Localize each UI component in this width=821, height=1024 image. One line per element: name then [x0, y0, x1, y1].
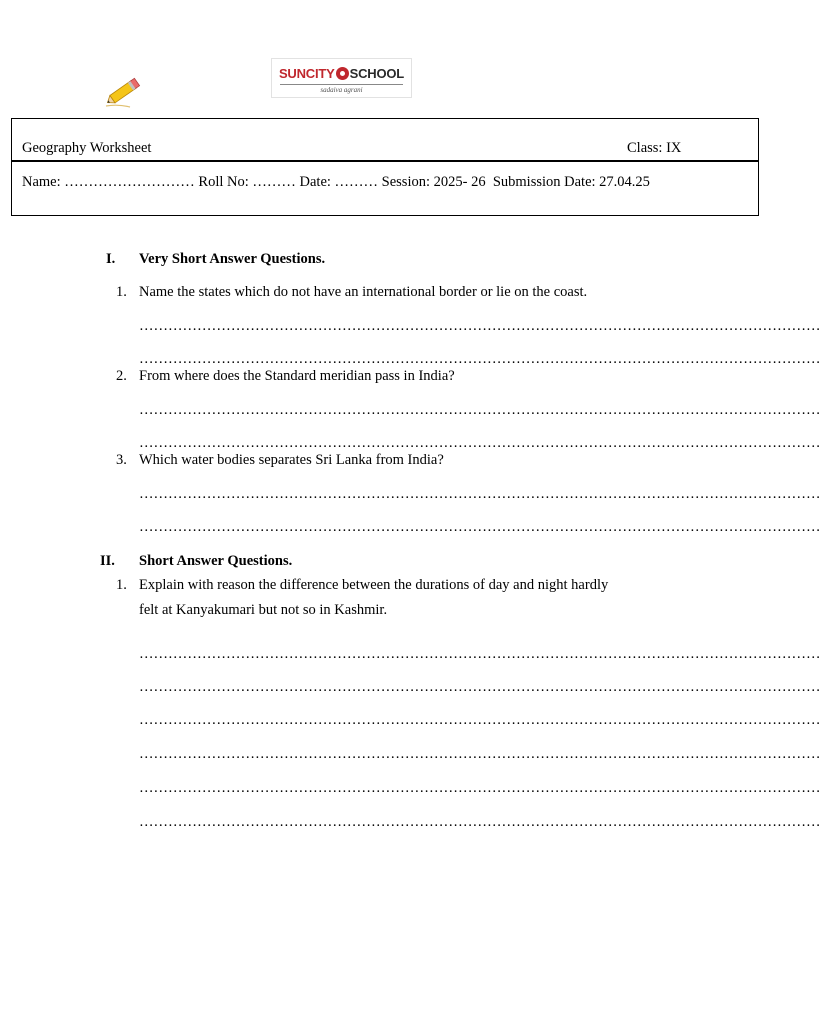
header-divider [12, 160, 758, 162]
answer-line[interactable]: …………………………………………………………………………………………………………………………… [139, 519, 821, 535]
logo-emblem-icon [336, 67, 349, 80]
question-text: From where does the Standard meridian pass in India? [139, 368, 455, 384]
answer-line[interactable]: …………………………………………………………………………………………………………………………… [139, 435, 821, 451]
question-number: 1. [116, 284, 127, 300]
section-numeral: I. [106, 251, 116, 267]
question-number: 1. [116, 577, 127, 593]
logo-tagline: sadaiva agrani [320, 86, 363, 94]
pencil-icon [104, 72, 146, 110]
answer-line[interactable]: …………………………………………………………………………………………………………………………… [139, 318, 821, 334]
question-text-continued: felt at Kanyakumari but not so in Kashmir. [139, 602, 388, 618]
section-heading: Short Answer Questions. [139, 553, 293, 569]
answer-line[interactable]: …………………………………………………………………………………………………………………………… [139, 486, 821, 502]
question-number: 3. [116, 452, 127, 468]
question-text: Explain with reason the difference between the durations of day and night hardly [139, 577, 609, 593]
question-text: Which water bodies separates Sri Lanka from India? [139, 452, 444, 468]
answer-line[interactable]: …………………………………………………………………………………………………………………………… [139, 351, 821, 367]
answer-line[interactable]: …………………………………………………………………………………………………………………………… [139, 814, 821, 830]
school-logo [271, 58, 412, 98]
logo-wordmark: SUNCITY SCHOOL [278, 66, 405, 81]
answer-line[interactable]: …………………………………………………………………………………………………………………………… [139, 712, 821, 728]
student-info-line: Name: ……………………… Roll No: ……… Date: ……… Session: 2025- 26 Submission Date: 27.04.25 [22, 174, 650, 190]
worksheet-header [11, 118, 759, 216]
class-label: Class: IX [627, 140, 682, 156]
worksheet-title: Geography Worksheet [22, 140, 152, 156]
section-heading: Very Short Answer Questions. [139, 251, 326, 267]
section-numeral: II. [100, 553, 115, 569]
answer-line[interactable]: …………………………………………………………………………………………………………………………… [139, 646, 821, 662]
answer-line[interactable]: …………………………………………………………………………………………………………………………… [139, 746, 821, 762]
answer-line[interactable]: …………………………………………………………………………………………………………………………… [139, 780, 821, 796]
answer-line[interactable]: …………………………………………………………………………………………………………………………… [139, 402, 821, 418]
question-number: 2. [116, 368, 127, 384]
question-text: Name the states which do not have an international border or lie on the coast. [139, 284, 588, 300]
answer-line[interactable]: …………………………………………………………………………………………………………………………… [139, 679, 821, 695]
